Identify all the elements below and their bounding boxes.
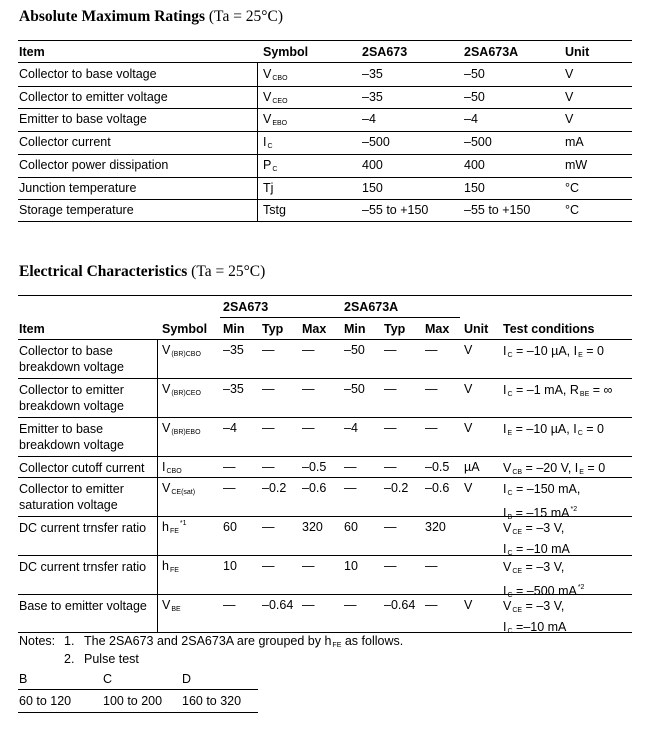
symbol-base: V	[162, 421, 171, 435]
value-typ-b: –0.64	[384, 598, 416, 612]
symbol-subscript: CE(sat)	[171, 489, 196, 496]
grouping-value-d: 160 to 320	[182, 694, 242, 708]
value-max-b: —	[425, 421, 438, 435]
condition-value: = –1 mA,	[512, 383, 570, 397]
value-2sa673: –35	[362, 67, 383, 81]
value-min-b: 60	[344, 520, 358, 534]
condition-symbol: V	[503, 560, 512, 574]
value-max-a: 320	[302, 520, 323, 534]
condition-subscript: CE	[512, 568, 523, 575]
row-rule	[18, 154, 632, 155]
condition-subscript: C	[577, 430, 583, 437]
notes-label: Notes:	[19, 634, 56, 648]
value-min-b: —	[344, 481, 357, 495]
elec-header-rule	[18, 339, 632, 340]
symbol-subscript: FE	[169, 528, 179, 535]
abs-header-2sa673a: 2SA673A	[464, 45, 519, 59]
note-2-text: Pulse test	[84, 652, 139, 666]
value-min-a: —	[223, 460, 236, 474]
item-label: DC current trnsfer ratio	[19, 560, 147, 574]
condition-symbol: I	[503, 383, 507, 397]
condition-symbol: I	[503, 506, 507, 520]
condition-symbol: I	[573, 422, 577, 436]
condition-symbol: I	[503, 620, 507, 634]
symbol-base: I	[162, 460, 166, 474]
grouping-bottom-rule	[18, 712, 258, 713]
condition-subscript: C	[507, 352, 513, 359]
item-label: Collector to emitter breakdown voltage	[19, 383, 124, 413]
symbol-base: h	[162, 559, 169, 573]
value-typ-b: —	[384, 343, 397, 357]
value-max-b: —	[425, 382, 438, 396]
value-min-a: 10	[223, 559, 237, 573]
elec-top-rule	[18, 295, 632, 296]
symbol-base: V	[263, 67, 272, 81]
symbol	[162, 520, 187, 535]
condition-subscript: E	[507, 430, 513, 437]
condition-subscript: C	[507, 628, 513, 635]
symbol-base: I	[263, 135, 267, 149]
elec-header-max-a: Max	[302, 322, 327, 336]
grouping-value-c: 100 to 200	[103, 694, 163, 708]
item-label: Collector cutoff current	[19, 461, 145, 475]
condition-subscript: C	[507, 391, 513, 398]
value-max-a: —	[302, 343, 315, 357]
value-2sa673a: –4	[464, 112, 478, 126]
value-min-a: –35	[223, 343, 244, 357]
item-label: Collector to emitter voltage	[19, 90, 168, 104]
condition-symbol: I	[503, 482, 507, 496]
elec-header-test-conditions: Test conditions	[503, 322, 595, 336]
abs-top-rule	[18, 40, 632, 41]
row-rule	[18, 108, 632, 109]
symbol	[263, 135, 273, 150]
condition-subscript: CE	[512, 607, 523, 614]
row-rule	[18, 131, 632, 132]
symbol-base: V	[162, 343, 171, 357]
item-label: DC current trnsfer ratio	[19, 521, 147, 535]
item-label: Junction temperature	[19, 181, 137, 195]
test-condition	[503, 421, 604, 442]
symbol	[162, 343, 201, 358]
item-label: Emitter to base breakdown voltage	[19, 422, 124, 452]
grouping-header-rule	[18, 689, 258, 690]
note-1-text: The 2SA673 and 2SA673A are grouped by $h_{FE}$ as follows.	[84, 634, 404, 649]
value-typ-b: —	[384, 559, 397, 573]
grouping-header-b: B	[19, 672, 28, 686]
item-label: Collector current	[19, 135, 111, 149]
abs-header-unit: Unit	[565, 45, 590, 59]
abs-header-symbol: Symbol	[263, 45, 309, 59]
value-2sa673: –4	[362, 112, 376, 126]
value-typ-a: –0.2	[262, 481, 287, 495]
condition-subscript: C	[507, 490, 513, 497]
condition-value: = –150 mA,	[512, 482, 581, 496]
condition-value: = –3 V,	[522, 560, 565, 574]
value-max-b: —	[425, 598, 438, 612]
item-label: Collector to base voltage	[19, 67, 157, 81]
elec-group-rule	[220, 317, 460, 318]
item-label: Emitter to base voltage	[19, 112, 147, 126]
note-1-number: 1.	[64, 634, 75, 648]
condition-symbol: I	[574, 461, 579, 475]
value-max-b: —	[425, 559, 438, 573]
elec-header-typ-a: Typ	[262, 322, 284, 336]
value-min-b: –4	[344, 421, 358, 435]
abs-header-2sa673: 2SA673	[362, 45, 408, 59]
condition-subscript: E	[578, 352, 583, 359]
condition-symbol: I	[503, 542, 507, 556]
value-max-b: –0.5	[425, 460, 450, 474]
condition-value: = 0	[583, 461, 606, 475]
value-2sa673: –500	[362, 135, 390, 149]
value-2sa673a: –500	[464, 135, 492, 149]
symbol	[162, 460, 182, 475]
unit: V	[565, 67, 574, 81]
symbol-subscript: CEO	[272, 98, 288, 105]
condition-symbol: V	[503, 599, 512, 613]
row-rule	[18, 378, 632, 379]
symbol-subscript: CBO	[272, 75, 288, 82]
value-max-b: —	[425, 343, 438, 357]
symbol	[162, 481, 195, 496]
row-rule	[18, 86, 632, 87]
row-rule	[18, 177, 632, 178]
symbol	[162, 421, 201, 436]
condition-symbol: I	[573, 344, 578, 358]
value-min-a: —	[223, 481, 236, 495]
symbol-subscript: (BR)CBO	[171, 351, 201, 358]
condition-subscript: C	[507, 550, 513, 557]
condition-value: = ∞	[589, 383, 613, 397]
symbol-subscript: BE	[171, 606, 181, 613]
unit: V	[464, 421, 473, 435]
row-rule	[18, 632, 632, 633]
row-rule	[18, 477, 632, 478]
row-rule	[18, 417, 632, 418]
symbol-base: V	[162, 481, 171, 495]
symbol-base: V	[162, 598, 171, 612]
abs-max-title: Absolute Maximum Ratings (Ta = 25°C)	[19, 8, 284, 25]
row-rule	[18, 594, 632, 595]
value-2sa673a: –50	[464, 67, 485, 81]
elec-header-unit: Unit	[464, 322, 489, 336]
elec-group-2sa673a: 2SA673A	[344, 300, 399, 314]
unit: mA	[565, 135, 584, 149]
value-typ-b: —	[384, 520, 397, 534]
condition-value: = 0	[582, 344, 604, 358]
value-max-a: –0.6	[302, 481, 327, 495]
symbol-subscript: C	[267, 143, 273, 150]
symbol	[162, 598, 181, 613]
condition-symbol: I	[503, 584, 507, 598]
value-typ-a: —	[262, 460, 275, 474]
value-max-a: –0.5	[302, 460, 327, 474]
value-typ-b: –0.2	[384, 481, 409, 495]
symbol-subscript: (BR)EBO	[171, 429, 201, 436]
elec-title: Electrical Characteristics (Ta = 25°C)	[19, 263, 266, 280]
abs-bottom-rule	[18, 221, 632, 222]
row-rule	[18, 555, 632, 556]
value-min-b: 10	[344, 559, 358, 573]
elec-col-divider	[157, 339, 158, 632]
value-2sa673: 150	[362, 181, 383, 195]
condition-footnote: *2	[577, 584, 585, 591]
value-typ-a: —	[262, 382, 275, 396]
unit: V	[464, 382, 473, 396]
item-label: Collector power dissipation	[19, 158, 169, 172]
condition-value: = –10 µA,	[512, 344, 574, 358]
unit: °C	[565, 203, 580, 217]
value-typ-a: —	[262, 520, 275, 534]
condition-subscript: CE	[512, 529, 523, 536]
value-min-a: –4	[223, 421, 237, 435]
abs-header-rule	[18, 62, 632, 63]
condition-value: = –500 mA	[512, 584, 577, 598]
unit: °C	[565, 181, 580, 195]
value-max-a: —	[302, 421, 315, 435]
row-rule	[18, 199, 632, 200]
symbol-base: V	[162, 382, 171, 396]
condition-value: = 0	[582, 422, 604, 436]
condition-subscript: BE	[579, 391, 590, 398]
condition-symbol: V	[503, 461, 512, 475]
symbol-base: P	[263, 158, 272, 172]
item-label: Collector to emitter saturation voltage	[19, 482, 124, 512]
symbol	[263, 112, 287, 127]
symbol-subscript: C	[272, 166, 278, 173]
value-max-b: 320	[425, 520, 446, 534]
elec-header-symbol: Symbol	[162, 322, 208, 336]
unit: V	[464, 598, 473, 612]
unit: V	[464, 343, 473, 357]
abs-header-item: Item	[19, 45, 45, 59]
test-condition	[503, 598, 566, 640]
unit: V	[565, 112, 574, 126]
value-2sa673: –55 to +150	[362, 203, 429, 217]
value-2sa673a: –50	[464, 90, 485, 104]
grouping-header-c: C	[103, 672, 113, 686]
value-typ-a: —	[262, 421, 275, 435]
condition-symbol: V	[503, 521, 512, 535]
elec-header-max-b: Max	[425, 322, 450, 336]
value-typ-a: –0.64	[262, 598, 294, 612]
grouping-header-d: D	[182, 672, 192, 686]
value-2sa673a: –55 to +150	[464, 203, 531, 217]
note-2-number: 2.	[64, 652, 75, 666]
symbol-subscript: FE	[169, 567, 179, 574]
value-typ-a: —	[262, 343, 275, 357]
value-2sa673a: 150	[464, 181, 485, 195]
value-2sa673: –35	[362, 90, 383, 104]
value-2sa673: 400	[362, 158, 383, 172]
condition-value: = –3 V,	[522, 521, 565, 535]
symbol	[263, 158, 277, 173]
symbol	[162, 382, 201, 397]
symbol-footnote: *1	[179, 520, 187, 527]
value-max-a: —	[302, 559, 315, 573]
symbol-base: V	[263, 112, 272, 126]
condition-value: = –3 V,	[522, 599, 565, 613]
value-min-a: —	[223, 598, 236, 612]
symbol-subscript: (BR)CEO	[171, 390, 201, 397]
unit: V	[565, 90, 574, 104]
symbol-base: Tj	[263, 181, 274, 195]
value-typ-a: —	[262, 559, 275, 573]
row-rule	[18, 516, 632, 517]
condition-subscript: C	[507, 592, 513, 599]
value-min-b: –50	[344, 382, 365, 396]
condition-footnote: *2	[570, 506, 578, 513]
symbol-subscript: EBO	[272, 120, 288, 127]
condition-symbol: I	[503, 422, 507, 436]
condition-subscript: E	[579, 469, 584, 476]
condition-subscript: CB	[512, 469, 523, 476]
symbol-base: Tstg	[263, 203, 286, 217]
condition-symbol: I	[503, 344, 507, 358]
value-typ-b: —	[384, 460, 397, 474]
symbol	[162, 559, 179, 574]
value-min-a: 60	[223, 520, 237, 534]
condition-symbol: R	[569, 383, 579, 397]
unit: mW	[565, 158, 588, 172]
elec-header-min-b: Min	[344, 322, 366, 336]
unit: V	[464, 481, 473, 495]
elec-header-min-a: Min	[223, 322, 245, 336]
row-rule	[18, 456, 632, 457]
value-max-a: —	[302, 382, 315, 396]
item-label: Storage temperature	[19, 203, 134, 217]
symbol-subscript: CBO	[166, 468, 182, 475]
elec-header-item: Item	[19, 322, 45, 336]
symbol	[263, 203, 286, 217]
condition-value: = –10 mA	[512, 542, 570, 556]
condition-value: = –15 mA	[512, 506, 570, 520]
test-condition	[503, 343, 604, 364]
condition-subscript: B	[507, 514, 513, 521]
condition-value: = –20 V,	[522, 461, 575, 475]
value-max-a: —	[302, 598, 315, 612]
symbol	[263, 181, 273, 195]
value-min-b: —	[344, 598, 357, 612]
value-min-a: –35	[223, 382, 244, 396]
condition-value: =–10 mA	[512, 620, 567, 634]
test-condition	[503, 382, 612, 403]
symbol-base: V	[263, 90, 272, 104]
item-label: Collector to base breakdown voltage	[19, 344, 124, 374]
value-min-b: –50	[344, 343, 365, 357]
symbol	[263, 90, 288, 105]
item-label: Base to emitter voltage	[19, 599, 147, 613]
value-2sa673a: 400	[464, 158, 485, 172]
symbol	[263, 67, 288, 82]
elec-group-2sa673: 2SA673	[223, 300, 269, 314]
grouping-value-b: 60 to 120	[19, 694, 72, 708]
unit: µA	[464, 460, 480, 474]
value-max-b: –0.6	[425, 481, 450, 495]
value-typ-b: —	[384, 421, 397, 435]
elec-header-typ-b: Typ	[384, 322, 406, 336]
value-typ-b: —	[384, 382, 397, 396]
value-min-b: —	[344, 460, 357, 474]
condition-value: = –10 µA,	[512, 422, 574, 436]
symbol-base: h	[162, 520, 169, 534]
